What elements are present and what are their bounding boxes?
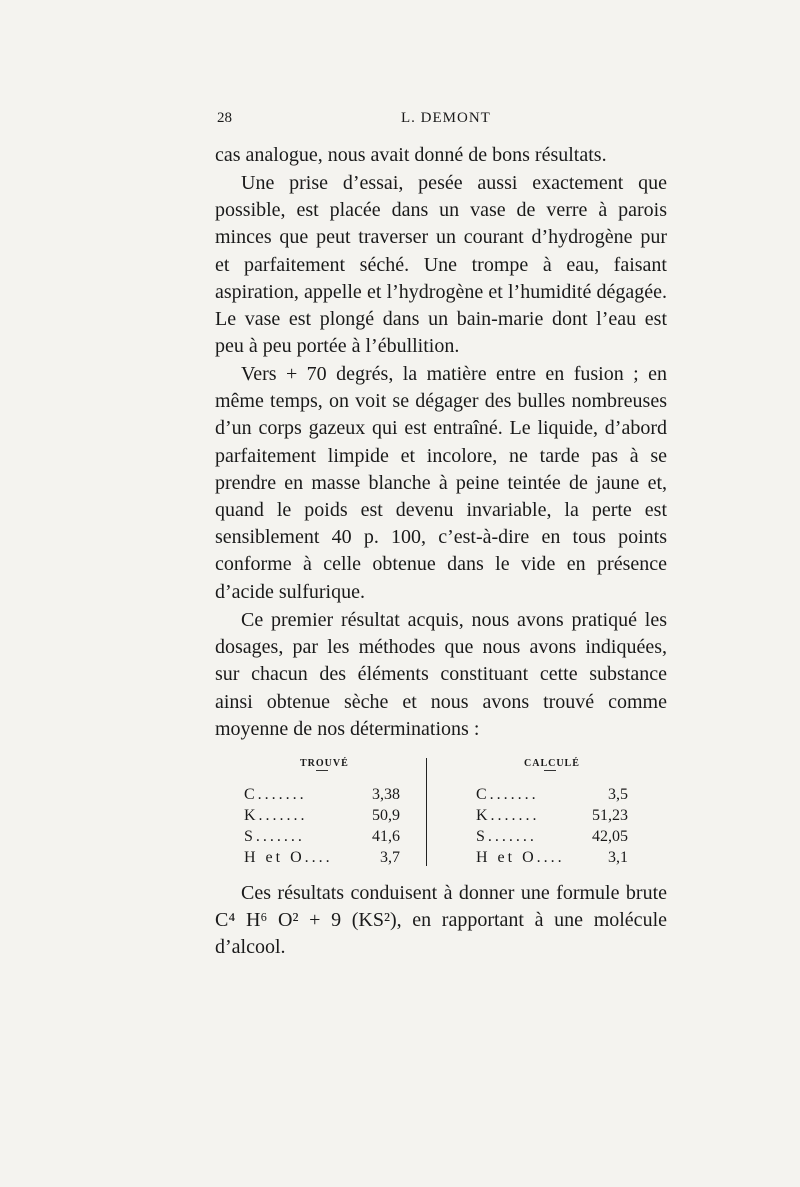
- element-value: 51,23: [592, 807, 628, 824]
- paragraph-fusion: [215, 361, 667, 606]
- running-title: L. DEMONT: [401, 110, 491, 126]
- table-row: [476, 807, 628, 829]
- table-row: [244, 828, 400, 850]
- header-dash: [544, 770, 556, 771]
- element-value: 3,5: [608, 786, 628, 803]
- table-row: [476, 786, 628, 808]
- paragraph-text: Vers + 70 degrés, la matière entre en fusion ; en même temps, on voit se dégager des bulles nombreuses d’un corps gazeux qui est entraîné. Le liquide, d’abord parfaitement limpide et incolore, ne tarde pas à se prendre en masse blanche à peine teintée de jaune et, quand le poids est devenu invariable, la perte est sensiblement 40 p. 100, c’est-à-dire en tous points conforme à celle obtenue dans le vide en présence d’acide sulfurique.: [215, 363, 667, 603]
- element-label: K.......: [244, 807, 308, 824]
- element-label: K.......: [476, 807, 540, 824]
- table-row: [476, 849, 628, 871]
- running-header: [217, 110, 667, 130]
- element-label: C.......: [244, 786, 307, 803]
- table-row: [244, 849, 400, 871]
- element-label: H et O....: [476, 849, 565, 866]
- element-label: H et O....: [244, 849, 333, 866]
- element-label: C.......: [476, 786, 539, 803]
- header-dash: [316, 770, 328, 771]
- table-row: [476, 828, 628, 850]
- element-value: 3,38: [372, 786, 400, 803]
- column-divider: [426, 758, 427, 866]
- element-value: 41,6: [372, 828, 400, 845]
- paragraph-continuation: [215, 142, 667, 169]
- found-header: TROUVÉ: [300, 758, 349, 769]
- table-row: [244, 807, 400, 829]
- results-table: [244, 758, 644, 868]
- paragraph-text: Ces résultats conduisent à donner une formule brute C⁴ H⁶ O² + 9 (KS²), en rapportant à une molécule d’alcool.: [215, 882, 667, 959]
- paragraph-formula: [215, 880, 667, 962]
- element-value: 42,05: [592, 828, 628, 845]
- paragraph-text: cas analogue, nous avait donné de bons résultats.: [215, 144, 607, 166]
- element-label: S.......: [476, 828, 537, 845]
- element-label: S.......: [244, 828, 305, 845]
- calculated-header: CALCULÉ: [524, 758, 580, 769]
- table-row: [244, 786, 400, 808]
- paragraph-dosages: [215, 607, 667, 743]
- element-value: 3,7: [380, 849, 400, 866]
- paragraph-text: Une prise d’essai, pesée aussi exactement que possible, est placée dans un vase de verre à parois minces que peut traverser un courant d’hydrogène pur et parfaitement séché. Une trompe à eau, faisant aspiration, appelle et l’hydrogène et l’humidité dégagée. Le vase est plongé dans un bain-marie dont l’eau est peu à peu portée à l’ébullition.: [215, 172, 667, 358]
- paragraph-text: Ce premier résultat acquis, nous avons pratiqué les dosages, par les méthodes que nous avons indiquées, sur chacun des éléments constituant cette substance ainsi obtenue sèche et nous avons trouvé comme moyenne de nos déterminations :: [215, 609, 667, 740]
- page-number: 28: [217, 110, 232, 126]
- element-value: 50,9: [372, 807, 400, 824]
- element-value: 3,1: [608, 849, 628, 866]
- paragraph-sample: [215, 170, 667, 360]
